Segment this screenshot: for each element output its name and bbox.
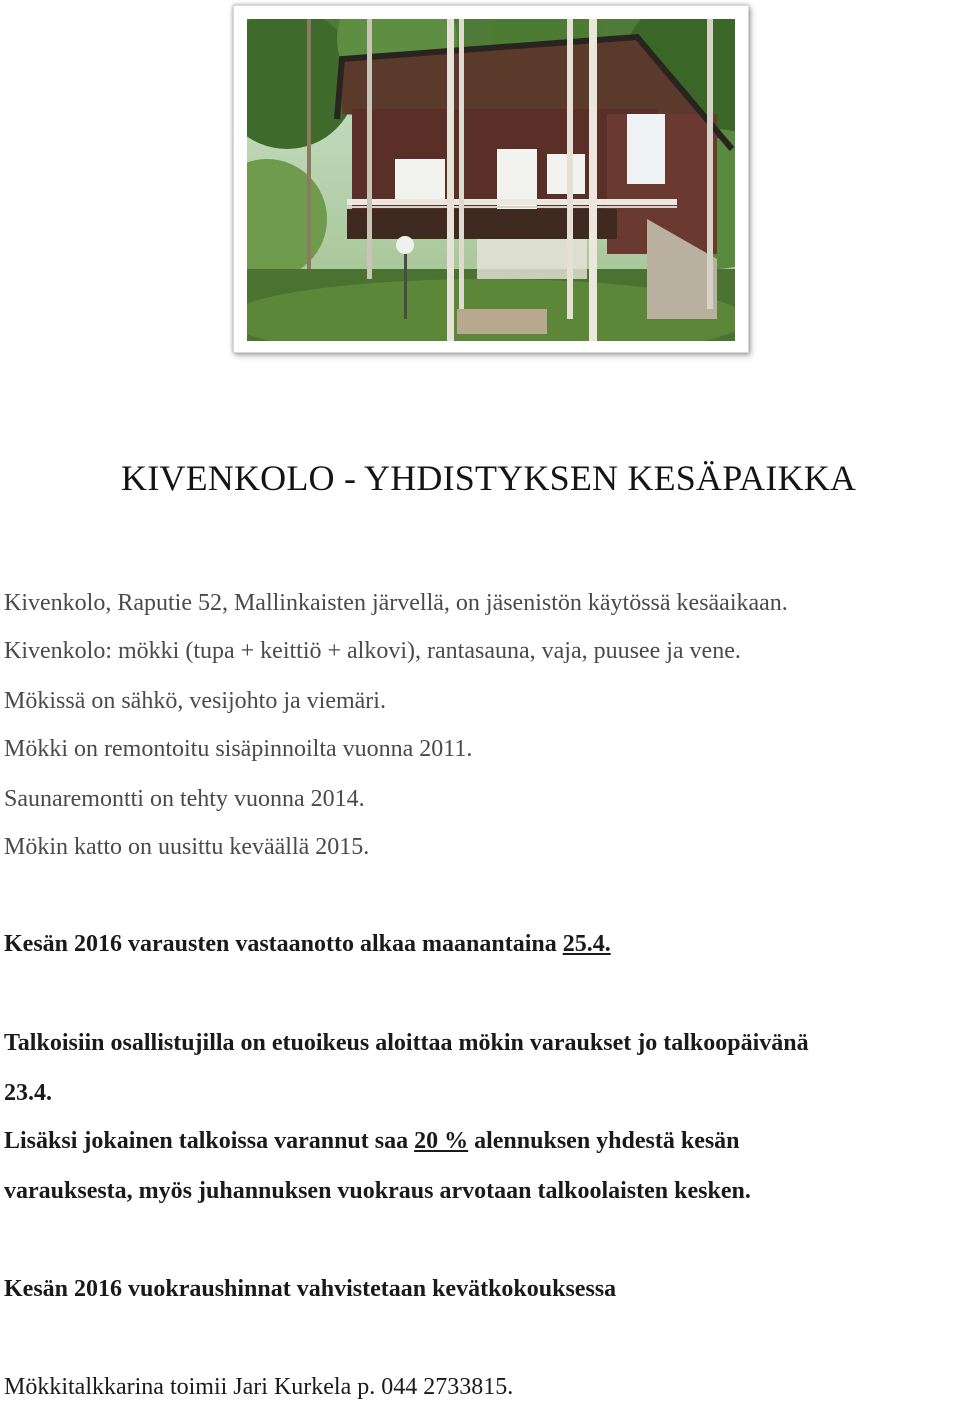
info-line-sauna-2014: Saunaremontti on tehty vuonna 2014. xyxy=(4,786,365,812)
reservation-date: 25.4. xyxy=(562,931,611,957)
info-line-buildings: Kivenkolo: mökki (tupa + keittiö + alkovi), rantasauna, vaja, puusee ja vene. xyxy=(4,638,741,664)
talkoot-discount-value: 20 % xyxy=(414,1128,469,1154)
talkoot-line-1: Talkoisiin osallistujilla on etuoikeus aloittaa mökin varaukset jo talkoopäivänä xyxy=(4,1030,809,1056)
talkoot-discount-before: Lisäksi jokainen talkoissa varannut saa xyxy=(4,1128,415,1154)
info-line-location: Kivenkolo, Raputie 52, Mallinkaisten järvellä, on jäsenistön käytössä kesäaikaan. xyxy=(4,590,788,616)
contact-line: Mökkitalkkarina toimii Jari Kurkela p. 044 2733815. xyxy=(4,1374,514,1400)
talkoot-line-4: varauksesta, myös juhannuksen vuokraus arvotaan talkoolaisten kesken. xyxy=(4,1178,751,1204)
prices-notice: Kesän 2016 vuokraushinnat vahvistetaan kevätkokouksessa xyxy=(4,1276,617,1302)
info-line-utilities: Mökissä on sähkö, vesijohto ja viemäri. xyxy=(4,688,386,714)
reservation-text: Kesän 2016 varausten vastaanotto alkaa maanantaina xyxy=(4,931,563,957)
talkoot-line-3 xyxy=(4,1126,740,1156)
info-line-renovation-2011: Mökki on remontoitu sisäpinnoilta vuonna 2011. xyxy=(4,736,473,762)
cottage-photo xyxy=(247,19,735,341)
page-title: KIVENKOLO - YHDISTYKSEN KESÄPAIKKA xyxy=(121,458,857,498)
info-line-roof-2015: Mökin katto on uusittu keväällä 2015. xyxy=(4,834,370,860)
talkoot-discount-after: alennuksen yhdestä kesän xyxy=(468,1128,740,1154)
cottage-photo-frame xyxy=(233,5,749,353)
reservation-notice xyxy=(4,929,611,959)
talkoot-line-2: 23.4. xyxy=(4,1080,52,1106)
